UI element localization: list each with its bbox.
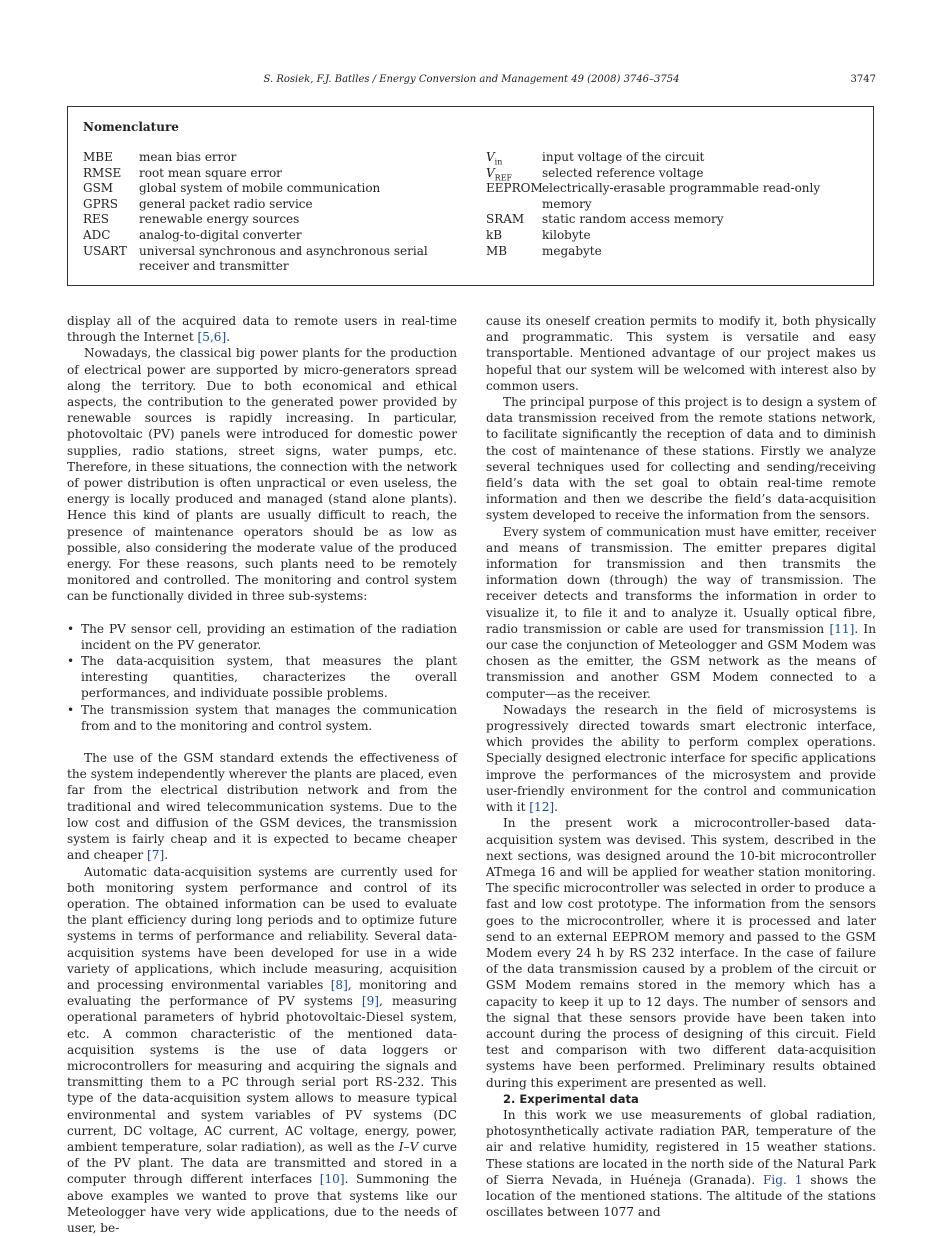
bullet-text: The data-acquisition system, that measures the plant interesting quantities, characterizes the overall performances, and individuate possible problems. xyxy=(81,654,457,700)
nomenclature-def: renewable energy sources xyxy=(139,212,463,228)
nomenclature-def: megabyte xyxy=(542,244,866,260)
nomenclature-abbr: RMSE xyxy=(83,166,139,182)
nomenclature-entry xyxy=(486,150,866,166)
nomenclature-abbr: GPRS xyxy=(83,197,139,213)
citation-link[interactable]: [7] xyxy=(147,848,164,862)
body-paragraph xyxy=(486,702,876,815)
bullet-item xyxy=(67,653,457,702)
body-paragraph: cause its oneself creation permits to modify it, both physically and programmatic. This system is versatile and easy transportable. Mentioned advantage of our project makes us hopeful that our system will be welcomed with interest also by common users. xyxy=(486,313,876,394)
body-paragraph xyxy=(67,864,457,1236)
bullet-text: The transmission system that manages the communication from and to the monitoring and control system. xyxy=(81,703,457,733)
nomenclature-abbr xyxy=(486,150,542,166)
paragraph-text: curve of the PV plant. The data are transmitted and stored in a computer through different interfaces xyxy=(67,1140,457,1186)
symbol-subscript: in xyxy=(495,157,503,166)
nomenclature-entry xyxy=(486,181,866,212)
nomenclature-abbr: kB xyxy=(486,228,542,244)
paragraph-text: . xyxy=(164,848,168,862)
paragraph-text: , monitoring and evaluating the performance of PV systems xyxy=(67,978,457,1008)
body-paragraph: Nowadays, the classical big power plants for the production of electrical power are supported by micro-generators spread along the territory. Due to both economical and ethical aspects, the contribution to the generated power provided by renewable sources is rapidly increasing. In particular, photovoltaic (PV) panels were introduced for domestic power supplies, radio stations, street signs, water pumps, etc. Therefore, in these situations, the connection with the network of power distribution is often unpractical or even useless, the energy is locally produced and managed (stand alone plants). Hence this kind of plants are usually difficult to reach, the presence of maintenance operators should be as low as possible, also considering the moderate value of the produced energy. For these reasons, such plants need to be remotely monitored and controlled. The monitoring and control system can be functionally divided in three sub-systems: xyxy=(67,345,457,604)
nomenclature-def: selected reference voltage xyxy=(542,166,866,182)
left-text-column xyxy=(67,313,457,1236)
nomenclature-box xyxy=(67,106,874,286)
nomenclature-abbr: MB xyxy=(486,244,542,260)
symbol-base: V xyxy=(486,150,495,164)
running-title: S. Rosiek, F.J. Batlles / Energy Conversion and Management 49 (2008) 3746–3754 xyxy=(67,72,876,88)
nomenclature-entry xyxy=(83,166,463,182)
bullet-marker: • xyxy=(67,621,74,637)
paragraph-text: Automatic data-acquisition systems are currently used for both monitoring system performance and control of its operation. The obtained information can be used to evaluate the plant efficiency during long periods and to optimize future systems in terms of performance and reliability. Several data-acquisition systems have been developed for use in a wide variety of applications, which include measuring, acquisition and processing environmental variables xyxy=(67,865,457,992)
paragraph-text: . In our case the conjunction of Meteologger and GSM Modem was chosen as the emitter, the GSM network as the means of transmission and another GSM Modem connected to a computer—as the receiver. xyxy=(486,622,876,701)
nomenclature-entry xyxy=(83,181,463,197)
paragraph-text: Nowadays the research in the field of microsystems is progressively directed towards smart electronic interface, which provides the ability to perform complex operations. Specially designed electronic interface for specific applications improve the performances of the microsystem and provide user-friendly environment for the control and communication with it xyxy=(486,703,876,814)
nomenclature-abbr: SRAM xyxy=(486,212,542,228)
running-header xyxy=(67,72,876,88)
nomenclature-entry xyxy=(486,244,866,260)
nomenclature-entry xyxy=(486,212,866,228)
body-paragraph xyxy=(67,313,457,345)
nomenclature-def: general packet radio service xyxy=(139,197,463,213)
nomenclature-def: input voltage of the circuit xyxy=(542,150,866,166)
nomenclature-entry xyxy=(486,166,866,182)
paragraph-text: In this work we use measurements of global radiation, photosynthetically activate radiation PAR, temperature of the air and relative humidity, registered in 15 weather stations. These stations are located in the north side of the Natural Park of Sierra Nevada, in Huéneja (Granada). xyxy=(486,1108,876,1187)
body-paragraph: In the present work a microcontroller-based data-acquisition system was devised. This system, described in the next sections, was designed around the 10-bit microcontroller ATmega 16 and will be applied for weather station monitoring. The specific microcontroller was selected in order to produce a fast and low cost prototype. The information from the sensors goes to the microcontroller, where it is processed and later send to an external EEPROM memory and passed to the GSM Modem every 24 h by RS 232 interface. In the case of failure of the data transmission caused by a problem of the circuit or GSM Modem remains stored in the memory which has a capacity to keep it up to 12 days. The number of sensors and the signal that these sensors provide have been taken into account during the process of designing of this circuit. Field test and comparison with two different data-acquisition systems have been performed. Preliminary results obtained during this experiment are presented as well. xyxy=(486,815,876,1090)
nomenclature-title: Nomenclature xyxy=(83,119,179,135)
nomenclature-left-column xyxy=(83,150,463,275)
bullet-marker: • xyxy=(67,702,74,718)
iv-symbol: I–V xyxy=(399,1140,419,1154)
nomenclature-right-column xyxy=(486,150,866,259)
citation-link[interactable]: [5,6] xyxy=(198,330,227,344)
nomenclature-entry xyxy=(83,228,463,244)
nomenclature-def: mean bias error xyxy=(139,150,463,166)
nomenclature-abbr: EEPROM xyxy=(486,181,542,212)
paragraph-text: . Summoning the above examples we wanted to prove that systems like our Meteologger have very wide applications, due to the needs of user, be- xyxy=(67,1172,457,1235)
nomenclature-def: kilobyte xyxy=(542,228,866,244)
nomenclature-entry xyxy=(83,212,463,228)
nomenclature-abbr: MBE xyxy=(83,150,139,166)
nomenclature-abbr: USART xyxy=(83,244,139,275)
nomenclature-def: analog-to-digital converter xyxy=(139,228,463,244)
bullet-item xyxy=(67,621,457,653)
nomenclature-def: root mean square error xyxy=(139,166,463,182)
citation-link[interactable]: [12] xyxy=(529,800,554,814)
bullet-item xyxy=(67,702,457,734)
nomenclature-entry xyxy=(83,150,463,166)
paragraph-text: display all of the acquired data to remote users in real-time through the Internet xyxy=(67,314,457,344)
nomenclature-def: global system of mobile communication xyxy=(139,181,463,197)
paragraph-text: , measuring operational parameters of hybrid photovoltaic-Diesel system, etc. A common characteristic of the mentioned data-acquisition systems is the use of data loggers or microcontrollers for measuring and acquiring the signals and transmitting them to a PC through serial port RS-232. This type of the data-acquisition system allows to measure typical environmental and system variables of PV systems (DC current, DC voltage, AC current, AC voltage, energy, power, ambient temperature, solar radiation), as well as the xyxy=(67,994,457,1154)
nomenclature-def: universal synchronous and asynchronous serial receiver and transmitter xyxy=(139,244,463,275)
paragraph-text: The use of the GSM standard extends the effectiveness of the system independently wherever the plants are placed, even far from the electrical distribution network and from the traditional and wired telecommunication systems. Due to the low cost and diffusion of the GSM devices, the transmission system is fairly cheap and it is expected to became cheaper and cheaper xyxy=(67,751,457,862)
figure-link[interactable]: Fig. 1 xyxy=(763,1173,802,1187)
nomenclature-abbr: ADC xyxy=(83,228,139,244)
section-heading: 2. Experimental data xyxy=(486,1091,876,1107)
bullet-text: The PV sensor cell, providing an estimation of the radiation incident on the PV generator. xyxy=(81,622,457,652)
body-paragraph xyxy=(486,1107,876,1220)
body-paragraph: The principal purpose of this project is to design a system of data transmission received from the remote stations network, to facilitate significantly the reception of data and to diminish the cost of maintenance of these stations. Firstly we analyze several techniques used for collecting and sending/receiving field’s data with the set goal to obtain real-time remote information and then we describe the field’s data-acquisition system developed to receive the information from the sensors. xyxy=(486,394,876,524)
nomenclature-entry xyxy=(83,244,463,275)
paragraph-text: . xyxy=(554,800,558,814)
nomenclature-entry xyxy=(486,228,866,244)
nomenclature-def: electrically-erasable programmable read-only memory xyxy=(542,181,866,212)
body-paragraph xyxy=(67,750,457,863)
citation-link[interactable]: [10] xyxy=(320,1172,345,1186)
nomenclature-abbr: GSM xyxy=(83,181,139,197)
nomenclature-entry xyxy=(83,197,463,213)
bullet-marker: • xyxy=(67,653,74,669)
paragraph-text: Every system of communication must have emitter, receiver and means of transmission. The emitter prepares digital information for transmission and then transmits the information down (through) the way of transmission. The receiver detects and transforms the information in order to visualize it, to file it and to analyze it. Usually optical fibre, radio transmission or cable are used for transmission xyxy=(486,525,876,636)
nomenclature-abbr xyxy=(486,166,542,182)
symbol-base: V xyxy=(486,166,495,180)
symbol-subscript: REF xyxy=(495,173,512,182)
paragraph-text: . xyxy=(226,330,230,344)
paragraph-text: shows the location of the mentioned stations. The altitude of the stations oscillates between 1077 and xyxy=(486,1173,876,1219)
citation-link[interactable]: [11] xyxy=(829,622,854,636)
bullet-list xyxy=(67,621,457,734)
right-text-column xyxy=(486,313,876,1220)
page-number: 3747 xyxy=(851,72,876,88)
body-paragraph xyxy=(486,524,876,702)
nomenclature-abbr: RES xyxy=(83,212,139,228)
nomenclature-def: static random access memory xyxy=(542,212,866,228)
citation-link[interactable]: [9] xyxy=(362,994,379,1008)
citation-link[interactable]: [8] xyxy=(331,978,348,992)
